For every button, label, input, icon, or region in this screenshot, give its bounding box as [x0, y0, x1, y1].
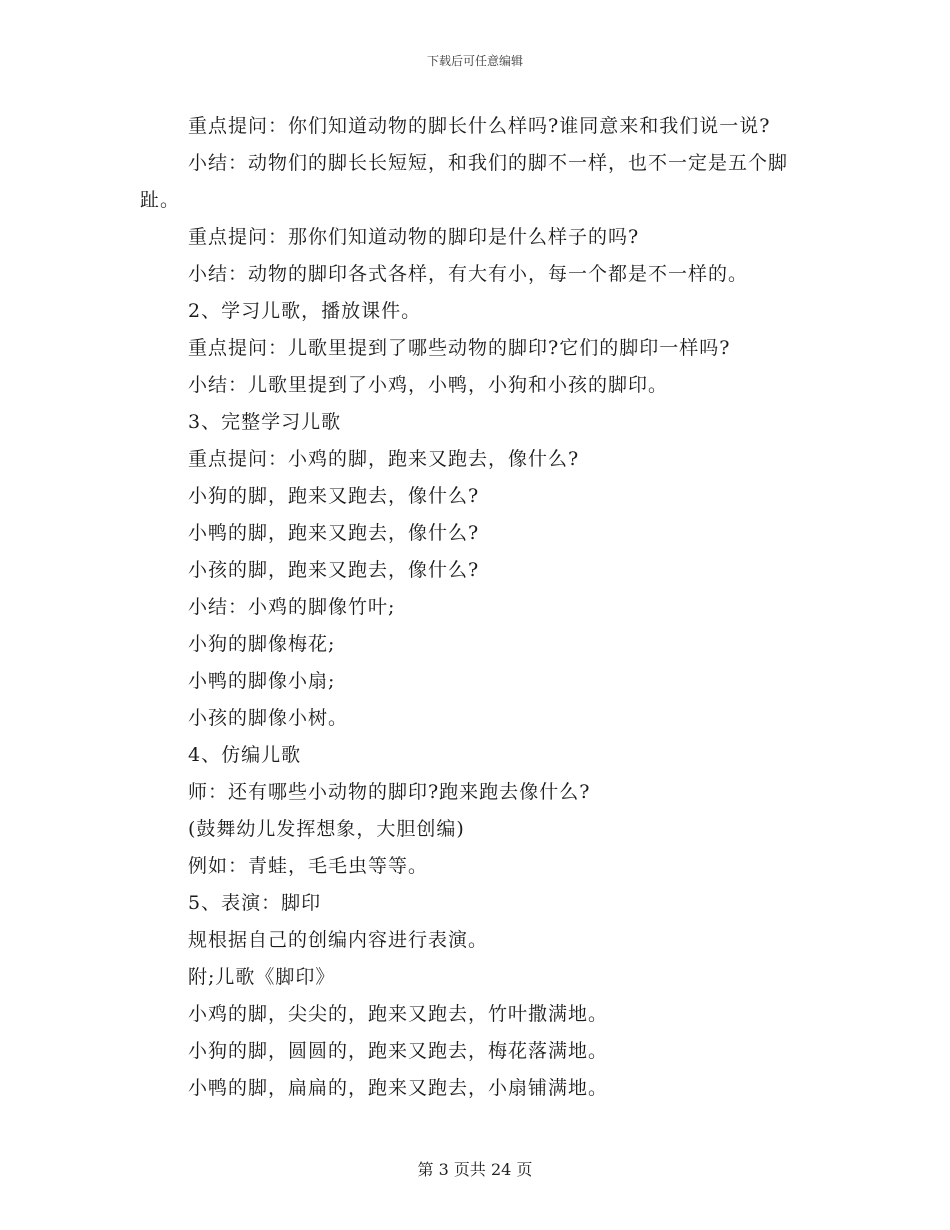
- paragraph: 小孩的脚，跑来又跑去，像什么?: [188, 559, 480, 581]
- paragraph: 规根据自己的创编内容进行表演。: [188, 929, 489, 951]
- poem-line: 小狗的脚，圆圆的，跑来又跑去，梅花落满地。: [188, 1040, 609, 1062]
- poem-line: 小鸡的脚，尖尖的，跑来又跑去，竹叶撒满地。: [188, 1003, 609, 1025]
- section-heading: 4、仿编儿歌: [188, 744, 302, 766]
- section-heading: 5、表演：脚印: [188, 892, 322, 914]
- paragraph: 重点提问：儿歌里提到了哪些动物的脚印?它们的脚印一样吗?: [188, 337, 731, 359]
- page-footer: 第 3 页共 24 页: [417, 1160, 533, 1179]
- paragraph: 例如：青蛙，毛毛虫等等。: [188, 855, 429, 877]
- paragraph: 小狗的脚，跑来又跑去，像什么?: [188, 485, 480, 507]
- document-body: [140, 108, 820, 1107]
- section-heading: 3、完整学习儿歌: [188, 411, 342, 433]
- paragraph: 小结：小鸡的脚像竹叶;: [188, 596, 396, 618]
- paragraph: 重点提问：那你们知道动物的脚印是什么样子的吗?: [188, 226, 640, 248]
- paragraph: 小结：动物们的脚长长短短，和我们的脚不一样，也不一定是五个脚趾。: [140, 152, 789, 211]
- paragraph: 小鸭的脚像小扇;: [188, 670, 336, 692]
- paragraph: 小鸭的脚，跑来又跑去，像什么?: [188, 522, 480, 544]
- poem-line: 小鸭的脚，扁扁的，跑来又跑去，小扇铺满地。: [188, 1077, 609, 1099]
- paragraph: 小孩的脚像小树。: [188, 707, 349, 729]
- paragraph: (鼓舞幼儿发挥想象，大胆创编): [188, 818, 465, 840]
- paragraph: 重点提问：小鸡的脚，跑来又跑去，像什么?: [188, 448, 580, 470]
- paragraph: 附;儿歌《脚印》: [188, 966, 336, 988]
- paragraph: 小结：动物的脚印各式各样，有大有小，每一个都是不一样的。: [188, 263, 749, 285]
- paragraph: 重点提问：你们知道动物的脚长什么样吗?谁同意来和我们说一说?: [188, 115, 771, 137]
- paragraph: 师：还有哪些小动物的脚印?跑来跑去像什么?: [188, 781, 591, 803]
- page-header: 下载后可任意编辑: [426, 54, 523, 68]
- section-heading: 2、学习儿歌，播放课件。: [188, 300, 422, 322]
- paragraph: 小狗的脚像梅花;: [188, 633, 336, 655]
- paragraph: 小结：儿歌里提到了小鸡，小鸭，小狗和小孩的脚印。: [188, 374, 669, 396]
